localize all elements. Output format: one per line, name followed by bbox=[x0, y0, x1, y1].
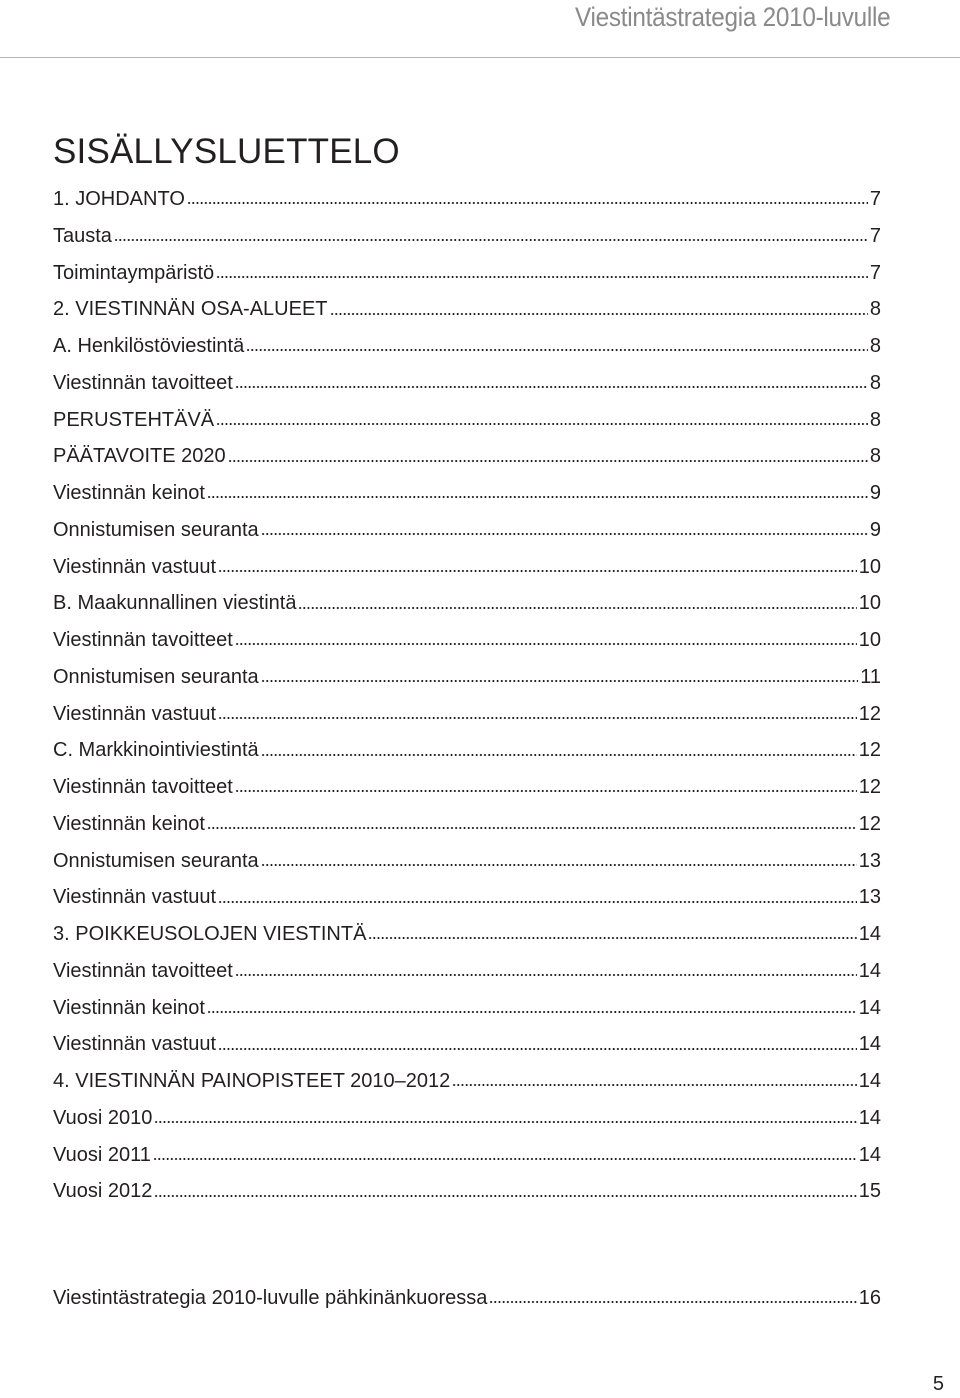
toc-entry[interactable] bbox=[53, 659, 881, 696]
toc-entry-label: 1. JOHDANTO bbox=[53, 188, 185, 210]
toc-dot-leader bbox=[235, 961, 857, 983]
toc-dot-leader bbox=[235, 777, 857, 799]
toc-entry-page: 8 bbox=[869, 335, 881, 357]
toc-entry[interactable] bbox=[53, 1063, 881, 1100]
toc-dot-leader bbox=[261, 667, 859, 689]
toc-entry-label: Onnistumisen seuranta bbox=[53, 849, 259, 872]
toc-entry[interactable] bbox=[53, 291, 881, 328]
toc-entry[interactable] bbox=[53, 990, 881, 1027]
toc-entry-label: Onnistumisen seuranta bbox=[53, 518, 259, 541]
toc-entry[interactable] bbox=[53, 843, 881, 880]
toc-entry-label: Onnistumisen seuranta bbox=[53, 665, 259, 688]
toc-title: SISÄLLYSLUETTELO bbox=[53, 132, 400, 171]
toc-entry[interactable] bbox=[53, 365, 881, 402]
toc-entry[interactable] bbox=[53, 1173, 881, 1210]
toc-entry[interactable] bbox=[53, 512, 881, 549]
toc-entry[interactable] bbox=[53, 953, 881, 990]
toc-entry-page: 10 bbox=[858, 629, 881, 651]
toc-dot-leader bbox=[298, 594, 856, 616]
toc-entry-page: 14 bbox=[858, 1143, 881, 1166]
toc-entry[interactable] bbox=[53, 585, 881, 622]
toc-dot-leader bbox=[154, 1108, 856, 1130]
toc-entry-page: 14 bbox=[858, 1070, 881, 1092]
toc-entry-page: 8 bbox=[869, 298, 881, 321]
toc-entry-page: 9 bbox=[869, 482, 881, 504]
toc-entry[interactable] bbox=[53, 1137, 881, 1174]
toc-entry-label: Viestinnän tavoitteet bbox=[53, 371, 233, 394]
toc-entry-label: A. Henkilöstöviestintä bbox=[53, 335, 245, 357]
header-divider bbox=[0, 57, 960, 58]
toc-entry[interactable] bbox=[53, 879, 881, 916]
toc-entry-label: Viestinnän tavoitteet bbox=[53, 776, 233, 798]
toc-dot-leader bbox=[235, 630, 857, 652]
toc-entry-label: C. Markkinointiviestintä bbox=[53, 739, 259, 762]
toc-entry-label: 4. VIESTINNÄN PAINOPISTEET 2010–2012 bbox=[53, 1070, 451, 1092]
toc-entry-page: 8 bbox=[869, 445, 881, 468]
toc-entry[interactable] bbox=[53, 255, 881, 292]
toc-dot-leader bbox=[452, 1071, 857, 1093]
toc-entry-page: 14 bbox=[858, 959, 881, 982]
toc-list bbox=[53, 181, 881, 1210]
toc-entry-label: Tausta bbox=[53, 224, 112, 247]
toc-dot-leader bbox=[261, 520, 868, 542]
toc-dot-leader bbox=[207, 998, 857, 1020]
toc-entry-label: Viestinnän vastuut bbox=[53, 555, 217, 578]
toc-dot-leader bbox=[207, 483, 868, 505]
toc-entry-page: 12 bbox=[858, 812, 881, 835]
toc-dot-leader bbox=[114, 226, 868, 248]
toc-entry-label: B. Maakunnallinen viestintä bbox=[53, 592, 297, 615]
toc-dot-leader bbox=[330, 300, 868, 322]
toc-dot-leader bbox=[207, 814, 857, 836]
toc-entry-label: Viestinnän tavoitteet bbox=[53, 629, 233, 651]
toc-entry[interactable] bbox=[53, 402, 881, 439]
toc-entry-page: 8 bbox=[869, 408, 881, 431]
toc-entry-label: PERUSTEHTÄVÄ bbox=[53, 408, 215, 431]
toc-entry-label: Vuosi 2011 bbox=[53, 1143, 151, 1166]
toc-entry-label: Vuosi 2010 bbox=[53, 1106, 153, 1129]
toc-entry-page: 14 bbox=[858, 1033, 881, 1056]
toc-dot-leader bbox=[187, 189, 868, 211]
toc-entry-page: 10 bbox=[858, 555, 881, 578]
toc-entry-label: Viestinnän keinot bbox=[53, 996, 205, 1019]
toc-entry-summary[interactable] bbox=[53, 1280, 881, 1317]
toc-dot-leader bbox=[153, 1145, 857, 1167]
toc-entry[interactable] bbox=[53, 218, 881, 255]
toc-entry-label: Viestinnän vastuut bbox=[53, 886, 217, 909]
toc-entry[interactable] bbox=[53, 916, 881, 953]
toc-entry-page: 13 bbox=[858, 849, 881, 872]
toc-entry-page: 13 bbox=[858, 886, 881, 909]
toc-entry[interactable] bbox=[53, 549, 881, 586]
toc-entry-page: 14 bbox=[858, 1106, 881, 1129]
toc-entry[interactable] bbox=[53, 806, 881, 843]
toc-entry-label: Viestinnän keinot bbox=[53, 482, 205, 504]
toc-entry[interactable] bbox=[53, 1100, 881, 1137]
page-number: 5 bbox=[932, 1373, 944, 1395]
toc-entry[interactable] bbox=[53, 328, 881, 365]
toc-entry-label: Viestinnän keinot bbox=[53, 812, 205, 835]
toc-summary bbox=[53, 1280, 881, 1317]
toc-entry-label: 2. VIESTINNÄN OSA-ALUEET bbox=[53, 298, 328, 321]
toc-entry-label: Viestinnän vastuut bbox=[53, 1033, 217, 1056]
toc-entry[interactable] bbox=[53, 769, 881, 806]
toc-entry[interactable] bbox=[53, 438, 881, 475]
toc-dot-leader bbox=[216, 410, 868, 432]
toc-entry[interactable] bbox=[53, 622, 881, 659]
toc-dot-leader bbox=[368, 924, 856, 946]
toc-dot-leader bbox=[228, 447, 868, 469]
running-header-title: Viestintästrategia 2010-luvulle bbox=[574, 2, 890, 32]
toc-entry-page: 14 bbox=[858, 923, 881, 945]
toc-entry-page: 16 bbox=[858, 1287, 881, 1309]
toc-entry-page: 9 bbox=[869, 518, 881, 541]
toc-entry-page: 12 bbox=[858, 702, 881, 725]
toc-entry-page: 7 bbox=[869, 188, 881, 210]
toc-dot-leader bbox=[246, 336, 868, 358]
toc-entry-page: 12 bbox=[858, 739, 881, 762]
toc-dot-leader bbox=[216, 263, 868, 285]
toc-entry-label: Viestinnän vastuut bbox=[53, 702, 217, 725]
toc-entry-label: Viestinnän tavoitteet bbox=[53, 959, 233, 982]
toc-entry-label: 3. POIKKEUSOLOJEN VIESTINTÄ bbox=[53, 923, 367, 945]
toc-entry-page: 10 bbox=[858, 592, 881, 615]
toc-dot-leader bbox=[218, 557, 857, 579]
toc-entry-label: PÄÄTAVOITE 2020 bbox=[53, 445, 226, 468]
toc-entry[interactable] bbox=[53, 181, 881, 218]
toc-dot-leader bbox=[154, 1182, 856, 1204]
toc-entry-label: Vuosi 2012 bbox=[53, 1180, 153, 1203]
toc-dot-leader bbox=[218, 888, 857, 910]
toc-dot-leader bbox=[235, 373, 868, 395]
toc-entry-page: 12 bbox=[858, 776, 881, 798]
toc-entry-page: 14 bbox=[858, 996, 881, 1019]
toc-entry[interactable] bbox=[53, 696, 881, 733]
toc-dot-leader bbox=[218, 1035, 857, 1057]
toc-dot-leader bbox=[261, 741, 857, 763]
toc-entry-page: 8 bbox=[869, 371, 881, 394]
toc-dot-leader bbox=[489, 1288, 856, 1310]
toc-entry-page: 11 bbox=[860, 665, 881, 688]
toc-entry[interactable] bbox=[53, 1026, 881, 1063]
toc-entry-page: 15 bbox=[858, 1180, 881, 1203]
toc-entry-page: 7 bbox=[869, 224, 881, 247]
toc-entry[interactable] bbox=[53, 475, 881, 512]
toc-dot-leader bbox=[218, 704, 857, 726]
toc-dot-leader bbox=[261, 851, 857, 873]
toc-entry-page: 7 bbox=[869, 261, 881, 284]
toc-entry[interactable] bbox=[53, 732, 881, 769]
toc-entry-label: Toimintaympäristö bbox=[53, 261, 215, 284]
toc-entry-label: Viestintästrategia 2010-luvulle pähkinänkuoressa bbox=[53, 1287, 488, 1309]
